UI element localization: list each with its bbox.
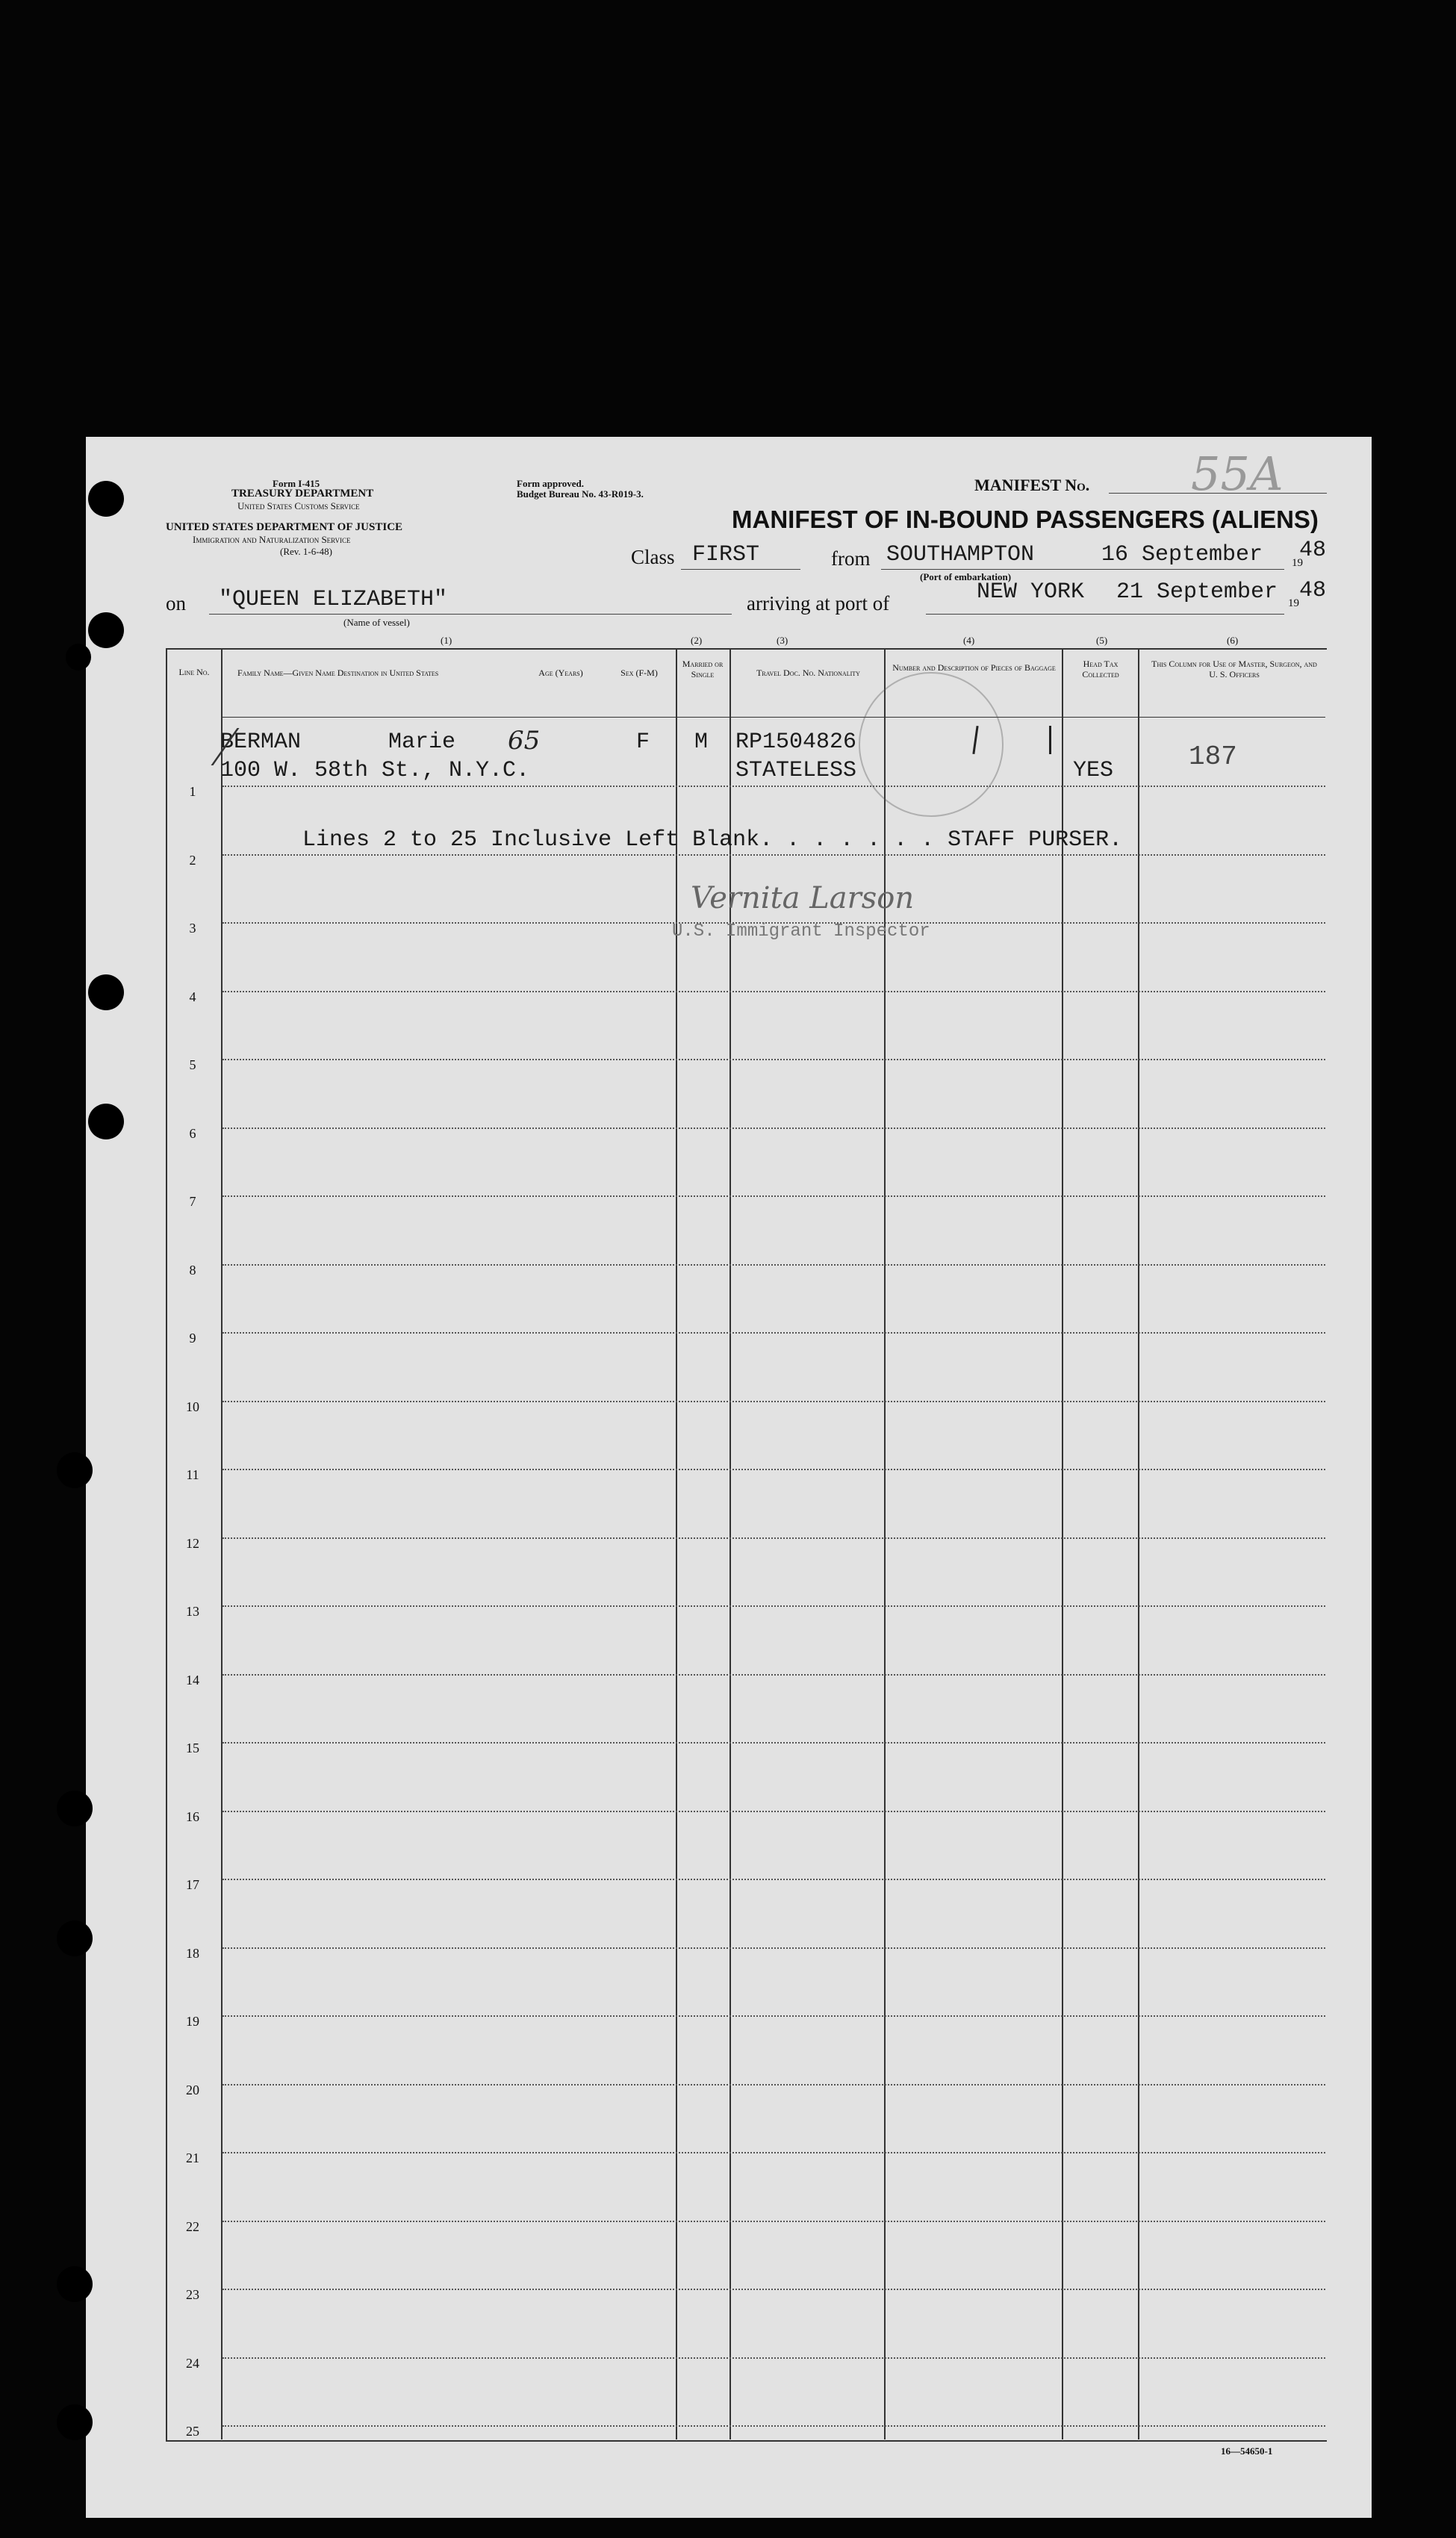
arrival-date: 21 September	[1116, 579, 1278, 605]
arrival-19: 19	[1288, 597, 1299, 609]
header-line-no: Line No.	[178, 667, 210, 677]
col-num-5: (5)	[1096, 635, 1108, 646]
row-line	[223, 991, 1325, 992]
family-name: BERMAN	[220, 730, 302, 755]
destination: 100 W. 58th St., N.Y.C.	[220, 758, 530, 783]
header-baggage: Number and Description of Pieces of Baggage	[892, 662, 1056, 673]
row-line	[223, 2357, 1325, 2359]
header-sex: Sex (F-M)	[620, 668, 658, 678]
col-divider-1	[221, 650, 223, 2439]
col-divider-6	[1138, 650, 1139, 2439]
line-number: 25	[186, 2424, 199, 2439]
vessel-caption: (Name of vessel)	[343, 617, 410, 628]
port-embark-caption: (Port of embarkation)	[920, 571, 1012, 582]
on-label: on	[166, 592, 186, 615]
line-number: 7	[189, 1194, 196, 1209]
col-num-2: (2)	[691, 635, 703, 646]
punch-hole-6	[57, 1452, 93, 1488]
line-number: 24	[186, 2356, 199, 2371]
line-number: 6	[189, 1126, 196, 1141]
inspector-title: U.S. Immigrant Inspector	[672, 921, 930, 942]
header-travel: Travel Doc. No. Nationality	[756, 668, 860, 678]
from-line	[881, 569, 1284, 570]
justice-dept: UNITED STATES DEPARTMENT OF JUSTICE	[166, 521, 403, 533]
row-line	[223, 1195, 1325, 1197]
row-line	[223, 1469, 1325, 1470]
line-number: 8	[189, 1263, 196, 1278]
punch-hole-5	[88, 1104, 124, 1139]
class-line	[681, 569, 800, 570]
col-num-6: (6)	[1227, 635, 1239, 646]
treasury-dept: TREASURY DEPARTMENT	[231, 488, 374, 500]
punch-hole-2	[88, 612, 124, 648]
punch-hole-1	[88, 481, 124, 517]
manifest-no: 55A	[1191, 447, 1284, 501]
sex-value: F	[636, 730, 650, 755]
depart-date: 16 September	[1101, 542, 1263, 567]
row-line	[223, 2425, 1325, 2427]
line-number: 14	[186, 1673, 199, 1688]
line-number: 15	[186, 1741, 199, 1755]
manifest-title: MANIFEST OF IN-BOUND PASSENGERS (ALIENS)	[732, 506, 1319, 533]
depart-year: 48	[1299, 538, 1327, 563]
row-line	[223, 1879, 1325, 1880]
arrival-port: NEW YORK	[977, 579, 1085, 605]
col-divider-5	[1062, 650, 1063, 2439]
class-value: FIRST	[692, 542, 760, 567]
header-rule	[221, 717, 1325, 718]
vessel-line	[209, 614, 732, 615]
header-name: Family Name—Given Name Destination in United States	[237, 668, 439, 678]
line-number: 2	[189, 853, 196, 868]
punch-hole-8	[57, 1920, 93, 1956]
header-age: Age (Years)	[538, 668, 583, 678]
manifest-label: MANIFEST No.	[974, 476, 1090, 494]
arriving-label: arriving at port of	[747, 592, 890, 615]
depart-19: 19	[1292, 557, 1303, 569]
row-line	[223, 1811, 1325, 1812]
row-line	[223, 1401, 1325, 1402]
arrival-year: 48	[1299, 578, 1327, 603]
line-number: 21	[186, 2150, 199, 2165]
line-number: 20	[186, 2083, 199, 2097]
line-number: 19	[186, 2014, 199, 2029]
ins-service: Immigration and Naturalization Service	[193, 534, 351, 545]
inspector-signature: Vernita Larson	[691, 881, 915, 915]
head-tax-value: YES	[1073, 758, 1114, 783]
header-headtax: Head Tax Collected	[1082, 659, 1119, 679]
row-line	[223, 1332, 1325, 1334]
line-number: 10	[186, 1399, 199, 1414]
married-value: M	[694, 730, 709, 755]
baggage-tick-2	[1049, 726, 1051, 754]
col-divider-2	[676, 650, 677, 2439]
line-number: 5	[189, 1057, 196, 1072]
row-line	[223, 1674, 1325, 1676]
punch-hole-9	[57, 2266, 93, 2302]
revision: (Rev. 1-6-48)	[280, 546, 332, 557]
blank-lines-note: Lines 2 to 25 Inclusive Left Blank. . . . . . . STAFF PURSER.	[302, 827, 1123, 853]
customs-service: United States Customs Service	[237, 500, 360, 511]
row-line	[223, 1059, 1325, 1060]
line-number: 11	[186, 1467, 199, 1482]
row-line	[223, 1537, 1325, 1539]
col-divider-3	[729, 650, 731, 2439]
row-line	[223, 2084, 1325, 2086]
line-number: 16	[186, 1809, 199, 1824]
line-number: 12	[186, 1536, 199, 1551]
line-number: 4	[189, 989, 196, 1004]
row-line	[223, 1947, 1325, 1949]
row-line	[223, 1605, 1325, 1607]
from-value: SOUTHAMPTON	[886, 542, 1035, 567]
budget-bureau: Budget Bureau No. 43-R019-3.	[517, 488, 644, 500]
line-number: 17	[186, 1877, 199, 1892]
vessel-name: "QUEEN ELIZABETH"	[219, 587, 448, 612]
row-line	[223, 2221, 1325, 2222]
row-line	[223, 854, 1325, 856]
header-officers: This Column for Use of Master, Surgeon, and U. S. Officers	[1151, 659, 1317, 679]
travel-doc: RP1504826	[735, 730, 857, 755]
line-number: 3	[189, 921, 196, 936]
form-number: Form I-415	[273, 478, 320, 489]
class-label: Class	[631, 546, 675, 568]
line-number: 13	[186, 1604, 199, 1619]
line-number: 22	[186, 2219, 199, 2234]
row-line	[223, 2015, 1325, 2017]
punch-hole-7	[57, 1791, 93, 1826]
punch-hole-10	[57, 2404, 93, 2440]
line-number: 9	[189, 1331, 196, 1346]
from-label: from	[831, 547, 871, 570]
arrival-line	[926, 614, 1284, 615]
row-line	[223, 1128, 1325, 1129]
col-num-4: (4)	[963, 635, 975, 646]
form-code: 16—54650-1	[1221, 2445, 1273, 2457]
age-value: 65	[508, 726, 541, 756]
given-name: Marie	[388, 730, 456, 755]
row-line	[223, 2289, 1325, 2290]
stamp-mark	[859, 672, 1004, 817]
line-number: 18	[186, 1946, 199, 1961]
line-number: 23	[186, 2287, 199, 2302]
col-divider-4	[884, 650, 886, 2439]
officer-note: 187	[1189, 741, 1237, 772]
punch-hole-3	[66, 644, 91, 671]
form-approved: Form approved.	[517, 478, 585, 489]
row-line	[223, 1742, 1325, 1744]
punch-hole-4	[88, 974, 124, 1010]
row-line	[223, 1264, 1325, 1266]
nationality: STATELESS	[735, 758, 857, 783]
manifest-table	[166, 648, 1327, 2442]
line-number: 1	[189, 784, 196, 799]
row-line	[223, 786, 1325, 787]
row-line	[223, 2152, 1325, 2153]
col-num-1: (1)	[441, 635, 452, 646]
header-married: Married or Single	[682, 659, 724, 679]
col-num-3: (3)	[777, 635, 788, 646]
